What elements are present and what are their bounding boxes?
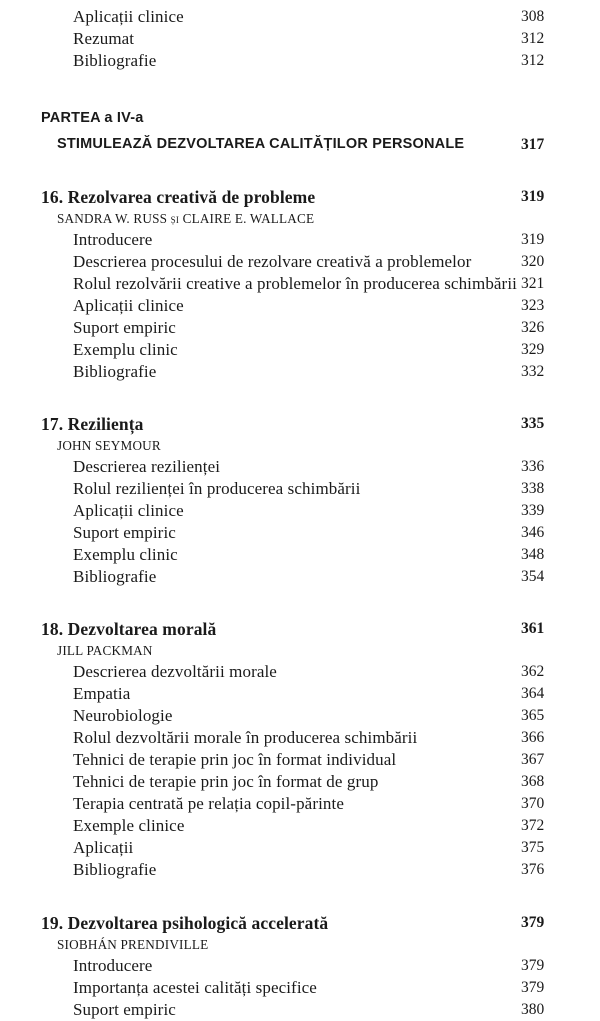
toc-entry-title: Descrierea dezvoltării morale [73, 662, 277, 681]
toc-entry[interactable] [0, 977, 600, 999]
toc-entry-title: Bibliografie [73, 860, 157, 879]
toc-entry[interactable] [0, 456, 600, 478]
chapter-heading[interactable] [0, 911, 600, 935]
toc-entry[interactable] [0, 500, 600, 522]
toc-entry[interactable] [0, 999, 600, 1021]
toc-entry-title: Exemple clinice [73, 816, 185, 835]
chapter-authors: JOHN SEYMOUR [57, 438, 161, 453]
toc-entry-page: 376 [521, 861, 545, 878]
toc-entry-title: Rolul dezvoltării morale în producerea schimbării [73, 728, 418, 747]
toc-entry-page: 372 [521, 817, 545, 834]
toc-entry-page: 375 [521, 839, 545, 856]
toc-entry-title: Bibliografie [73, 51, 157, 70]
toc-entry-page: 329 [521, 341, 545, 358]
toc-entry-title: Introducere [73, 230, 153, 249]
toc-entry-title: Aplicații clinice [73, 501, 184, 520]
chapter-authors-row [0, 209, 600, 229]
toc-entry-title: Suport empiric [73, 523, 176, 542]
toc-entry-page: 323 [521, 297, 545, 314]
toc-entry-page: 338 [521, 480, 545, 497]
toc-entry-title: Importanța acestei calități specifice [73, 978, 317, 997]
toc-entry-page: 332 [521, 363, 545, 380]
toc-entry[interactable] [0, 661, 600, 683]
chapter-title: 19. Dezvoltarea psihologică accelerată [41, 913, 329, 933]
toc-entry-title: Bibliografie [73, 362, 157, 381]
spacer [0, 72, 600, 107]
toc-entry[interactable] [0, 705, 600, 727]
toc-entry-page: 312 [521, 52, 545, 69]
toc-entry-page: 312 [521, 30, 545, 47]
toc-entry-title: Descrierea rezilienței [73, 457, 221, 476]
spacer [0, 881, 600, 911]
part-label-row [0, 107, 600, 130]
toc-entry-title: Aplicații clinice [73, 296, 184, 315]
toc-entry[interactable] [0, 683, 600, 705]
toc-entry-title: Rolul rezilienței în producerea schimbării [73, 479, 361, 498]
spacer [0, 156, 600, 185]
spacer [0, 588, 600, 617]
toc-entry-title: Exemplu clinic [73, 340, 178, 359]
toc-entry-title: Suport empiric [73, 1000, 176, 1019]
toc-entry-page: 379 [521, 979, 545, 996]
toc-entry-page: 380 [521, 1001, 545, 1018]
chapter-authors-row [0, 641, 600, 661]
part-page: 317 [521, 136, 545, 153]
spacer [0, 383, 600, 412]
toc-entry-page: 368 [521, 773, 545, 790]
toc-entry[interactable] [0, 544, 600, 566]
toc-entry-page: 354 [521, 568, 545, 585]
chapter-page: 319 [521, 188, 545, 205]
toc-entry-title: Aplicații [73, 838, 134, 857]
toc-entry[interactable] [0, 566, 600, 588]
toc-entry-title: Tehnici de terapie prin joc în format individual [73, 750, 397, 769]
toc-entry-title: Neurobiologie [73, 706, 173, 725]
chapter-authors-row [0, 935, 600, 955]
toc-entry-page: 370 [521, 795, 545, 812]
toc-entry-title: Tehnici de terapie prin joc în format de grup [73, 772, 379, 791]
toc-entry[interactable] [0, 522, 600, 544]
toc-entry[interactable] [0, 317, 600, 339]
chapter-heading[interactable] [0, 617, 600, 641]
chapter-authors: JILL PACKMAN [57, 643, 153, 658]
toc-entry-title: Bibliografie [73, 567, 157, 586]
toc-entry-title: Aplicații clinice [73, 7, 184, 26]
toc-entry[interactable] [0, 815, 600, 837]
toc-entry-page: 362 [521, 663, 545, 680]
toc-entry-title: Rolul rezolvării creative a problemelor în producerea schimbării [73, 274, 517, 293]
chapter-authors: SANDRA W. RUSS și CLAIRE E. WALLACE [57, 211, 315, 226]
toc-entry-page: 364 [521, 685, 545, 702]
toc-entry[interactable] [0, 361, 600, 383]
toc-entry[interactable] [0, 251, 600, 273]
toc-entry[interactable] [0, 28, 600, 50]
part-heading-block [0, 107, 600, 156]
chapter-title: 17. Reziliența [41, 414, 144, 434]
toc-entry[interactable] [0, 955, 600, 977]
toc-entry-page: 366 [521, 729, 545, 746]
toc-entry-page: 336 [521, 458, 545, 475]
toc-entry[interactable] [0, 295, 600, 317]
chapter-page: 335 [521, 415, 545, 432]
toc-entry[interactable] [0, 6, 600, 28]
part-label: PARTEA a IV-a [41, 110, 144, 126]
toc-entry[interactable] [0, 50, 600, 72]
toc-entry-page: 365 [521, 707, 545, 724]
toc-entry[interactable] [0, 771, 600, 793]
chapter-title: 18. Dezvoltarea morală [41, 619, 217, 639]
chapter-authors-row [0, 436, 600, 456]
toc-entry[interactable] [0, 273, 600, 295]
toc-entry-title: Introducere [73, 956, 153, 975]
toc-entry[interactable] [0, 793, 600, 815]
chapter-page: 379 [521, 914, 545, 931]
part-title: STIMULEAZĂ DEZVOLTAREA CALITĂȚILOR PERSONALE [57, 136, 465, 152]
toc-entry[interactable] [0, 339, 600, 361]
toc-entry-page: 308 [521, 8, 545, 25]
toc-entry-title: Empatia [73, 684, 131, 703]
toc-entry-page: 367 [521, 751, 545, 768]
toc-entry-title: Exemplu clinic [73, 545, 178, 564]
toc-entry-page: 346 [521, 524, 545, 541]
chapter-title: 16. Rezolvarea creativă de probleme [41, 187, 316, 207]
chapter-authors: SIOBHÁN PRENDIVILLE [57, 937, 209, 952]
toc-entry[interactable] [0, 859, 600, 881]
toc-entry[interactable] [0, 749, 600, 771]
toc-entry-page: 326 [521, 319, 545, 336]
toc-entry-title: Rezumat [73, 29, 135, 48]
toc-entry[interactable] [0, 478, 600, 500]
toc-entry[interactable] [0, 727, 600, 749]
toc-entry-page: 339 [521, 502, 545, 519]
toc-entry[interactable] [0, 229, 600, 251]
toc-entry-title: Descrierea procesului de rezolvare creativă a problemelor [73, 252, 472, 271]
chapter-heading[interactable] [0, 185, 600, 209]
chapter-heading[interactable] [0, 412, 600, 436]
part-title-row[interactable] [0, 133, 600, 156]
toc-entry-page: 348 [521, 546, 545, 563]
toc-entry[interactable] [0, 837, 600, 859]
toc-entry-title: Suport empiric [73, 318, 176, 337]
toc-entry-title: Terapia centrată pe relația copil-părinte [73, 794, 344, 813]
toc-entry-page: 321 [521, 275, 545, 292]
chapter-block [0, 911, 600, 1021]
orphan-entry-group [0, 6, 600, 72]
chapter-page: 361 [521, 620, 545, 637]
toc-entry-page: 319 [521, 231, 545, 248]
toc-entry-page: 320 [521, 253, 545, 270]
chapter-block [0, 412, 600, 588]
chapter-block [0, 185, 600, 383]
chapter-block [0, 617, 600, 881]
toc-entry-page: 379 [521, 957, 545, 974]
